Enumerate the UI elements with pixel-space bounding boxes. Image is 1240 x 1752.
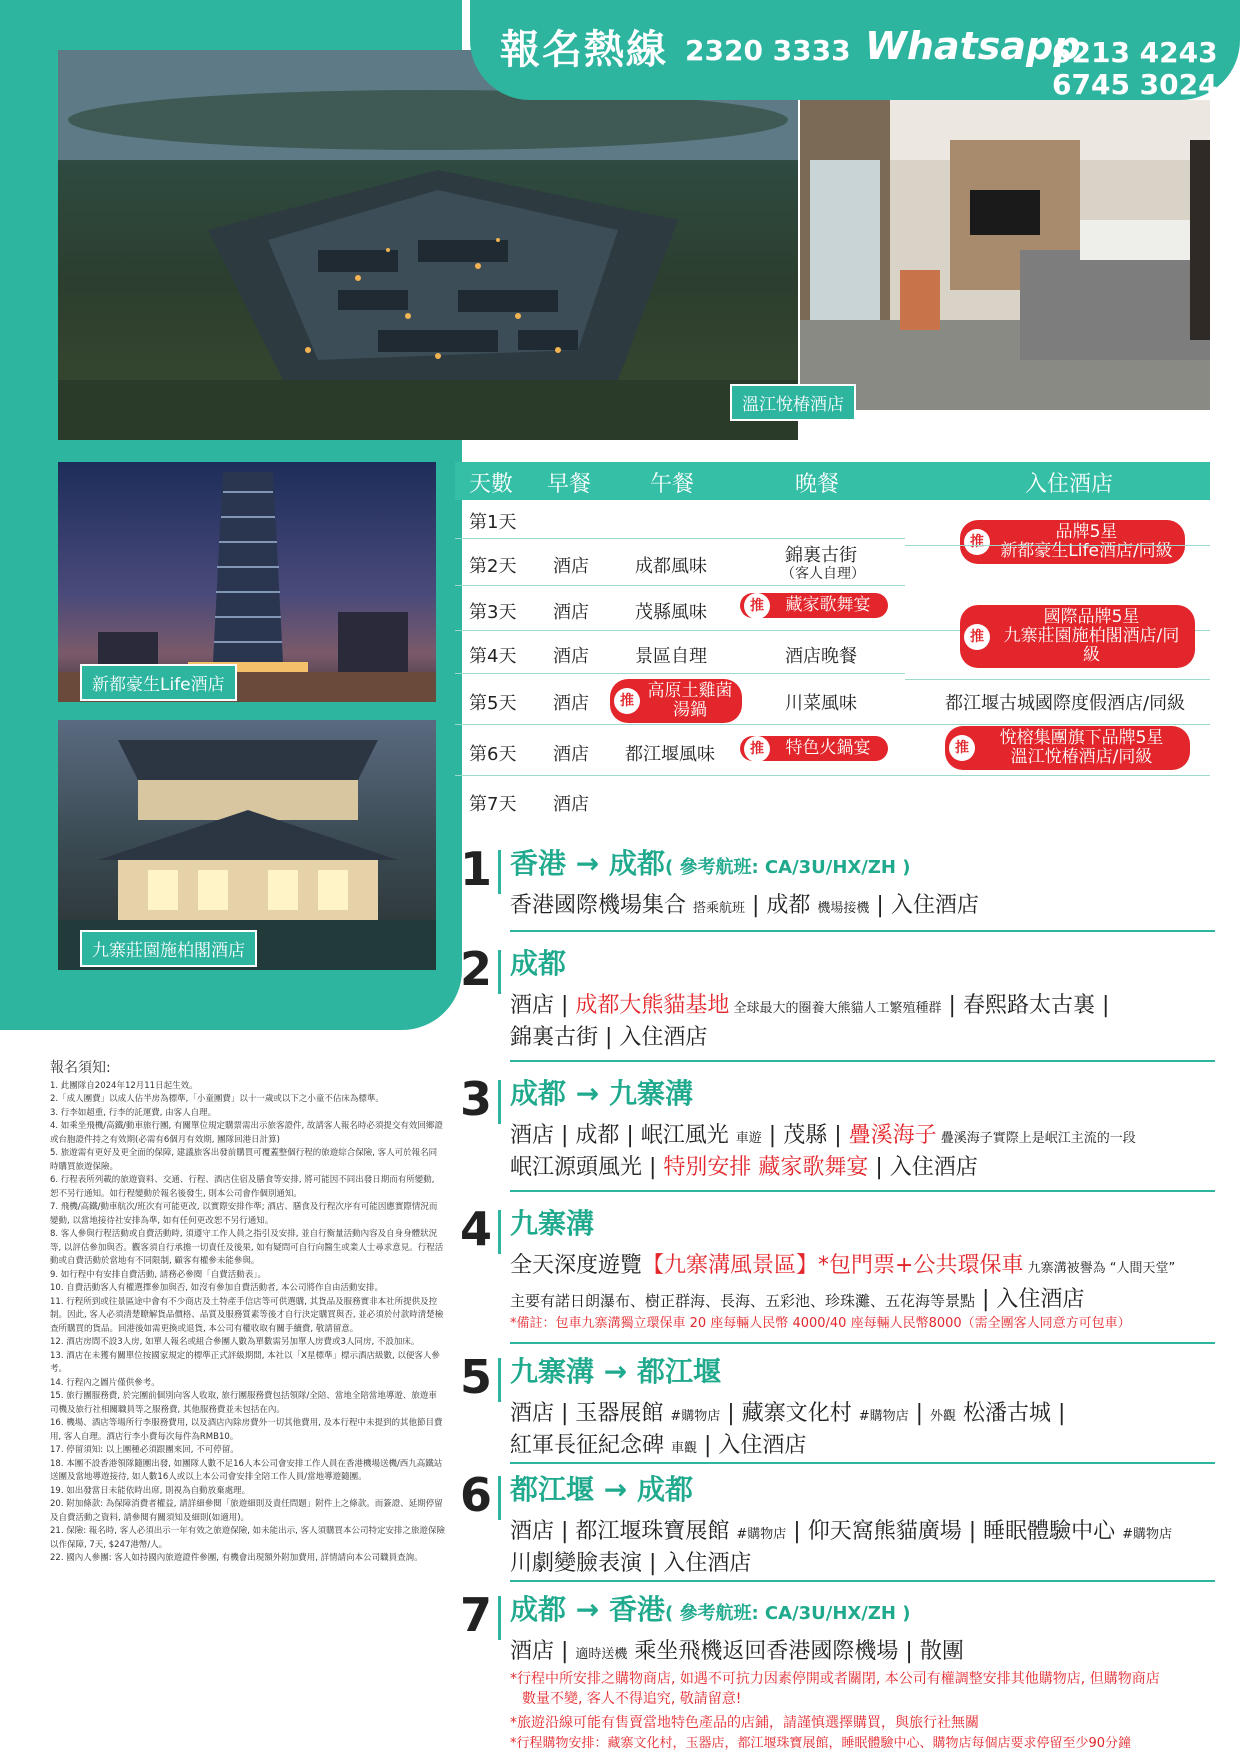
table-row [455,500,905,539]
day-title [510,1588,910,1628]
note-item: 20. 附加條款: 為保障消費者權益, 請詳細參閱「旅遊細則及責任問題」附件上之條款。而簽證、延期停留及自費活動之資料, 請參閱有關須知及細則(如適用)。 [50,1499,443,1523]
recommend-icon: 推 [744,736,770,762]
header-hotel: 入住酒店 [1025,472,1114,497]
note-item: 18. 本團不設香港領隊隨團出發, 如團隊人數不足16人本公司會安排工作人員在香港機場送機/西九高鐵站送團及當地導遊接待, 如人數16人或以上本公司會安排全陪工作人員/當地導遊隨團。 [50,1458,443,1482]
note-item: 19. 如出發當日未能依時出席, 則視為自動放棄處理。 [50,1485,251,1496]
route: 成都 → 香港 [510,1593,665,1626]
lunch-cell: 都江堰風味 [625,744,715,765]
hotel1-caption: 新都豪生Life酒店 [80,664,237,701]
day-cell: 第3天 [469,602,517,623]
day-line-1: 香港國際機場集合 搭乘航班 | 成都 機場接機 | 入住酒店 [510,893,979,918]
note-item: 10. 自費活動客人有權選擇參加與否, 如沒有參加自費活動者, 本公司將作自由活動安排。 [50,1283,384,1293]
hotel-tier: 國際品牌5星 [1043,607,1140,627]
note-item: 2.「成人團費」以成人佔半房為標準,「小童團費」以十一歲或以下之小童不佔床為標準。 [50,1094,384,1104]
hotline-banner [470,0,1240,100]
hotel-pill-4 [945,726,1190,770]
itinerary-day-4 [460,1202,1220,1332]
dinner-cell: 錦裏古街 [785,545,857,566]
note-item: 15. 旅行團服務費, 於完團前個別向客人收取, 旅行團服務費包括領隊/全陪、當地全陪當地導遊、旅遊車司機及旅行社相關職員等之服務費, 其他服務費並未包括在內。 [50,1391,437,1415]
breakfast-cell: 酒店 [553,794,589,815]
registration-notes [50,1062,445,1566]
day-number: 7 [460,1588,493,1642]
hotel-name: 溫江悅椿酒店/同級 [1010,747,1153,767]
day-line-1: 酒店 | 都江堰珠寶展館 #購物店 | 仰天窩熊貓廣場 | 睡眠體驗中心 #購物店 [510,1519,1173,1544]
day-line-2: 錦裏古街 | 入住酒店 [510,1025,708,1050]
day-title: 成都 [510,947,567,980]
day-bar [498,1210,501,1254]
resort-aerial-photo [58,50,798,440]
day-bar [498,850,501,894]
note-item: 22. 國內人參團: 客人如持國內旅遊證件參團, 有機會出現額外附加費用, 詳情請向本公司職員查詢。 [50,1553,423,1563]
day-bar [498,1596,501,1640]
route: 香港 → 成都 [510,847,665,880]
table-row [455,631,905,674]
flight-ref: ( 參考航班: CA/3U/HX/ZH ) [664,1603,911,1624]
lunch-cell: 高原土雞菌湯鍋 [647,681,733,720]
note-item: 13. 酒店在未獲有關單位按國家規定的標準正式評級期間, 本社以「X星標準」標示酒店級數, 以便客人參考。 [50,1350,440,1374]
main-photo-caption: 溫江悅椿酒店 [730,384,856,421]
day-cell: 第4天 [469,646,517,667]
note-item: 14. 行程內之圖片僅供參考。 [50,1377,160,1388]
hotel-tier: 品牌5星 [1055,522,1118,542]
recommend-icon: 推 [964,529,990,555]
day-cell: 第5天 [469,693,517,714]
day-number: 5 [460,1350,493,1404]
day-number: 6 [460,1468,493,1522]
lunch-cell: 茂縣風味 [635,602,707,623]
hotel-pill-1 [960,520,1185,564]
day-cell: 第1天 [469,512,517,533]
table-header [455,462,1210,500]
hotel-cell: 都江堰古城國際度假酒店/同級 [945,693,1186,714]
dinner-cell: 酒店晚餐 [785,646,857,667]
footnote: *旅遊沿線可能有售賣當地特色產品的店鋪，請謹慎選擇購買，與旅行社無關 [510,1715,979,1731]
breakfast-cell: 酒店 [553,693,589,714]
dinner-cell: 藏家歌舞宴 [785,595,871,615]
day-line-2: 岷江源頭風光 | 特別安排 藏家歌舞宴 | 入住酒店 [510,1155,978,1180]
day-line-2: 紅軍長征紀念碑 車觀 | 入住酒店 [510,1433,807,1458]
recommend-icon: 推 [614,688,640,714]
note-item: 21. 保險: 報名時, 客人必須出示一年有效之旅遊保險, 如未能出示, 客人須購買本公司特定安排之旅遊保險以作保障, 7天, $247港幣/人。 [50,1526,446,1550]
highlight-pill [740,736,888,761]
recommend-icon: 推 [744,593,770,619]
highlight-pill [740,593,888,618]
breakfast-cell: 酒店 [553,602,589,623]
note-item: 6. 行程表所列載的旅遊資料、交通、行程、酒店住宿及膳食等安排, 將可能因不同出發日期而有所變動, 恕不另行通知。如行程變動於報名後發生, 則本公司會作個別通知。 [50,1175,435,1199]
notes-heading: 報名須知: [50,1060,111,1076]
note-item: 8. 客人參與行程活動或自費活動時, 須遵守工作人員之指引及安排, 並自行衡量活動內容及自身身體狀況等, 以評估參加與否。觀客須自行承擔一切責任及後果, 如有疑問可自行向醫生或業人士尋求意見。行程活動或自費活動於當地有不同限制, 顧客有權參未能參與。 [50,1229,444,1266]
day-line-2: 主要有諾日朗瀑布、樹正群海、長海、五彩池、珍珠灘、五花海等景點 | 入住酒店 [510,1287,1085,1312]
whatsapp-number-1[interactable]: 6213 4243 [1052,36,1218,69]
day-rule [510,1060,1215,1062]
day-number: 3 [460,1072,493,1126]
flight-ref: ( 參考航班: CA/3U/HX/ZH ) [664,857,911,878]
day-title: 成都 → 九寨溝 [510,1077,693,1110]
whatsapp-label: Whatsapp [865,24,1081,68]
day-cell: 第2天 [469,556,517,577]
day-rule [510,930,1215,932]
hotline-label: 報名熱線 [500,27,668,73]
day-line-2: 川劇變臉表演 | 入住酒店 [510,1551,752,1576]
notes-list [50,1080,445,1566]
day-rule [510,1462,1215,1464]
hotel-tier: 悅榕集團旗下品牌5星 [999,728,1164,748]
header-breakfast: 早餐 [547,472,592,497]
note-item: 11. 行程所到或往景區途中會有不少商店及土特產手信店等可供選購, 其貨品及服務實非本社所提供及控制。因此, 客人必須清楚瞭解貨品價格、品質及服務質素等後才自行決定購買與否, 並必須於付款時清楚檢查所購買的貨品。回港後如需更換或退貨, 本公司有權收取有關手續費, 敬請留意。 [50,1296,444,1334]
note-item: 7. 飛機/高鐵/動車航次/班次有可能更改, 以實際安排作準; 酒店、膳食及行程次序有可能因應實際情況而變動, 以當地接待社安排為準, 如有任何更改恕不另行通知。 [50,1202,438,1226]
day-line-1: 酒店 | 適時送機 乘坐飛機返回香港國際機場 | 散團 [510,1639,964,1664]
footnote: 數量不變, 客人不得追究, 敬請留意! [522,1691,742,1707]
note-item: 16. 機場、酒店等場所行李服務費用, 以及酒店內除房費外一切其他費用, 及本行程中未提到的其他節目費用, 客人自理。酒店行李小費每次每件為RMB10。 [50,1418,443,1442]
footnote: *行程中所安排之購物商店, 如遇不可抗力因素停開或者關閉, 本公司有權調整安排其他購物店, 但購物商店 [510,1671,1160,1687]
day-number: 2 [460,942,493,996]
hotel-pill-2 [960,605,1195,668]
note-item: 3. 行李如超重, 行李的託運費, 由客人自理。 [50,1107,217,1118]
breakfast-cell: 酒店 [553,744,589,765]
day-cell: 第6天 [469,744,517,765]
day-rule [510,1342,1215,1344]
day-title: 都江堰 → 成都 [510,1473,693,1506]
hotel-name: 新都豪生Life酒店/同級 [1000,541,1173,561]
day-rule [510,1190,1215,1192]
itinerary-day-3 [460,1072,1220,1182]
day-rule [510,1580,1215,1582]
day-cell: 第7天 [469,794,517,815]
dinner-cell: 川菜風味 [785,693,857,714]
day-line-1: 酒店 | 成都大熊貓基地 全球最大的圈養大熊貓人工繁殖種群 | 春熙路太古裏 | [510,993,1110,1018]
recommend-icon: 推 [964,624,990,650]
table-row [455,776,905,822]
note-item: 1. 此團隊自2024年12月11日起生效。 [50,1080,198,1091]
note-item: 12. 酒店房間不設3人房, 如單人報名或組合參團人數為單數需另加單人房費或3人同房, 不設加床。 [50,1337,420,1347]
dinner-cell: 特色火鍋宴 [785,738,871,758]
day-number: 4 [460,1202,493,1256]
day-title [510,842,910,882]
hotline-number[interactable]: 2320 3333 [685,34,851,67]
itinerary-day-2 [460,942,1220,1052]
day-bar [498,1476,501,1520]
hotel-room-photo [800,100,1210,410]
day-title: 九寨溝 [510,1207,595,1240]
hotel-divider [905,545,1210,546]
recommend-icon: 推 [949,735,975,761]
header-dinner: 晚餐 [795,472,840,497]
note-item: 17. 停留須知: 以上團種必須跟團來回, 不可停留。 [50,1445,239,1455]
day-bar [498,1358,501,1402]
day-title: 九寨溝 → 都江堰 [510,1355,721,1388]
day-bar [498,1080,501,1124]
breakfast-cell: 酒店 [553,556,589,577]
day-line-1: 酒店 | 玉器展館 #購物店 | 藏寨文化村 #購物店 | 外觀 松潘古城 | [510,1401,1066,1426]
whatsapp-number-2[interactable]: 6745 3024 [1052,68,1218,101]
note-item: 9. 如行程中有安排自費活動, 請務必參閱「自費活動表」。 [50,1269,266,1280]
itinerary-day-6 [460,1468,1220,1578]
itinerary-day-1 [460,842,1220,934]
footnote: *行程購物安排：藏寨文化村，玉器店，都江堰珠寶展館，睡眠體驗中心、購物店每個店要求停留至少90分鐘 [510,1736,1132,1751]
hotel2-caption: 九寨莊園施柏閣酒店 [80,930,257,967]
note-item: 4. 如乘坐飛機/高鐵/動車旅行團, 有關單位規定購票需出示旅客證件, 故請客人報名時必須提交有效回鄉證或台胞證件持之有效期(必需有6個月有效期, 團隊回港日計算) [50,1121,443,1145]
meal-hotel-table [455,462,1210,822]
hotel-name: 九寨莊園施柏閣酒店/同級 [1003,626,1180,665]
header-day: 天數 [469,472,514,497]
table-row [455,539,905,586]
itinerary-day-5 [460,1350,1220,1460]
note-item: 5. 旅遊需有更好及更全面的保障, 建議旅客出發前購買可覆蓋整個行程的旅遊綜合保險, 客人可於報名同時購買旅遊保險。 [50,1148,438,1172]
lunch-cell: 成都風味 [635,556,707,577]
day-number: 1 [460,842,493,896]
highlight-pill [610,679,742,723]
day-line-1: 酒店 | 成都 | 岷江風光 車遊 | 茂縣 | 疊溪海子 疊溪海子實際上是岷江主流的一段 [510,1123,1136,1148]
day-line-1: 全天深度遊覽【九寨溝風景區】*包門票+公共環保車 九寨溝被譽為 “人間天堂” [510,1253,1176,1278]
lunch-cell: 景區自理 [635,646,707,667]
itinerary-day-7 [460,1588,1220,1668]
day-bar [498,950,501,994]
header-lunch: 午餐 [650,472,695,497]
table-row [455,674,1210,725]
hotel-divider [905,679,1210,680]
breakfast-cell: 酒店 [553,646,589,667]
dinner-note: （客人自理） [781,566,865,582]
day-note: *備註：包車九寨溝獨立環保車 20 座每輛人民幣 4000/40 座每輛人民幣8000（需全團客人同意方可包車） [510,1316,1131,1331]
